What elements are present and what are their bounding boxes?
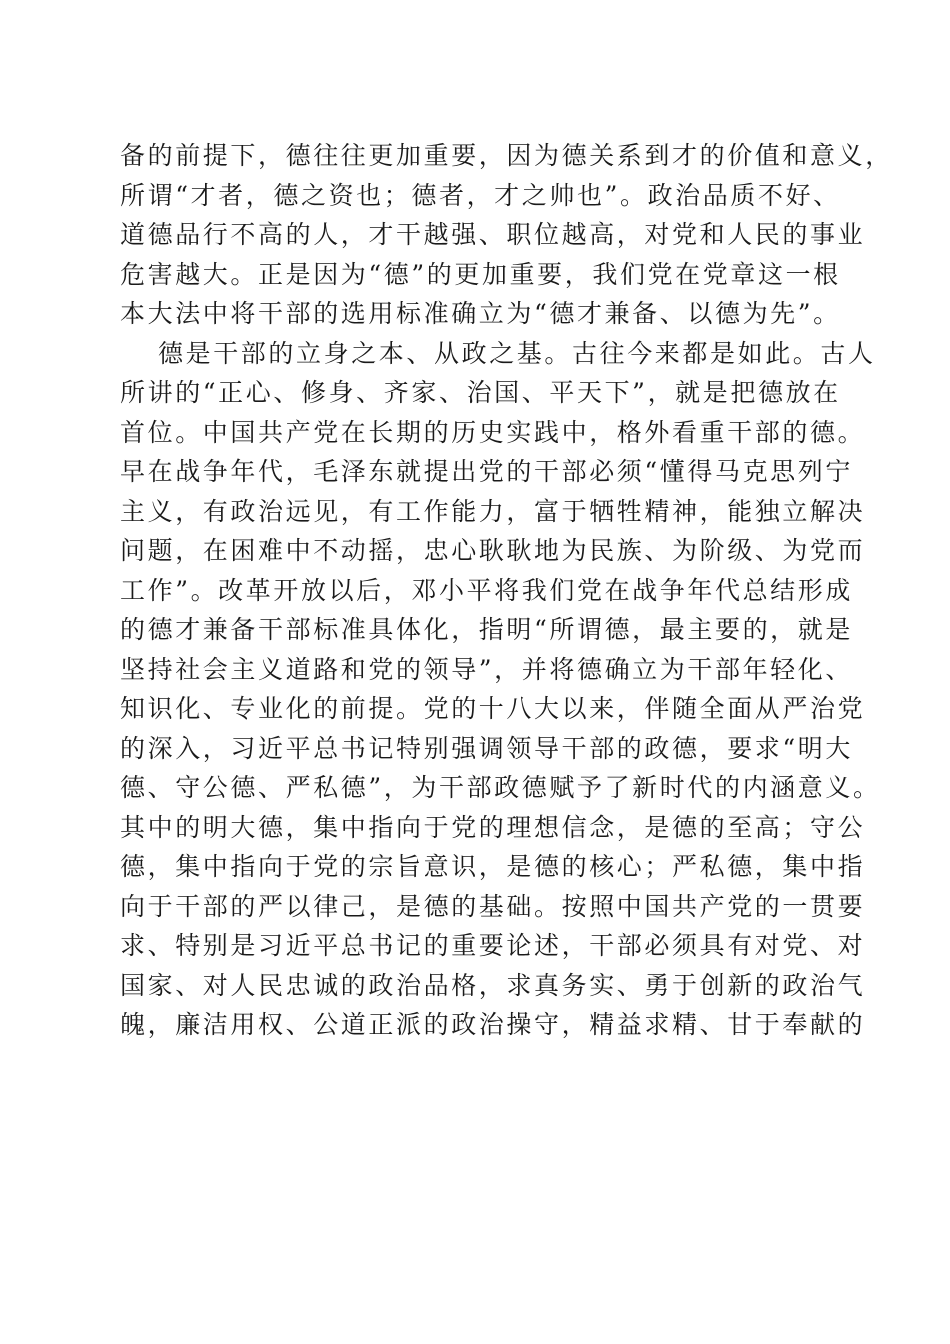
text-line: 其中的明大德，集中指向于党的理想信念，是德的至高；守公	[120, 812, 866, 842]
text-line: 知识化、专业化的前提。党的十八大以来，伴随全面从严治党	[120, 694, 866, 723]
text-line: 坚持社会主义道路和党的领导”，并将德确立为干部年轻化、	[120, 654, 853, 684]
body-text	[120, 136, 893, 1045]
text-line: 主义，有政治远见，有工作能力，富于牺牲精神，能独立解决	[120, 496, 866, 526]
text-line: 德，集中指向于党的宗旨意识，是德的核心；严私德，集中指	[120, 852, 866, 881]
text-line: 德、守公德、严私德”，为干部政德赋予了新时代的内涵意义。	[120, 773, 881, 802]
text-line: 备的前提下，德往往更加重要，因为德关系到才的价值和意义，	[120, 141, 893, 170]
text-line: 早在战争年代，毛泽东就提出党的干部必须“懂得马克思列宁	[120, 457, 853, 486]
text-line: 问题，在困难中不动摇，忠心耿耿地为民族、为阶级、为党而	[120, 536, 866, 565]
text-line: 魄，廉洁用权、公道正派的政治操守，精益求精、甘于奉献的	[120, 1010, 866, 1039]
text-line: 向于干部的严以律己，是德的基础。按照中国共产党的一贯要	[120, 891, 866, 921]
text-line: 的深入，习近平总书记特别强调领导干部的政德，要求“明大	[120, 733, 853, 763]
text-line: 本大法中将干部的选用标准确立为“德才兼备、以德为先”。	[120, 299, 841, 328]
text-line: 所讲的“正心、修身、齐家、治国、平天下”，就是把德放在	[120, 378, 841, 407]
text-line: 危害越大。正是因为“德”的更加重要，我们党在党章这一根	[120, 259, 841, 289]
text-line: 工作”。改革开放以后，邓小平将我们党在战争年代总结形成	[120, 575, 853, 605]
text-line: 首位。中国共产党在长期的历史实践中，格外看重干部的德。	[120, 417, 866, 447]
text-line: 道德品行不高的人，才干越强、职位越高，对党和人民的事业	[120, 220, 866, 249]
text-line: 所谓“才者，德之资也；德者，才之帅也”。政治品质不好、	[120, 180, 841, 210]
text-line: 国家、对人民忠诚的政治品格，求真务实、勇于创新的政治气	[120, 970, 866, 1000]
text-line: 的德才兼备干部标准具体化，指明“所谓德，最主要的，就是	[120, 615, 853, 644]
text-line: 求、特别是习近平总书记的重要论述，干部必须具有对党、对	[120, 931, 866, 960]
paragraph-start-line: 德是干部的立身之本、从政之基。古往今来都是如此。古人	[158, 338, 876, 368]
